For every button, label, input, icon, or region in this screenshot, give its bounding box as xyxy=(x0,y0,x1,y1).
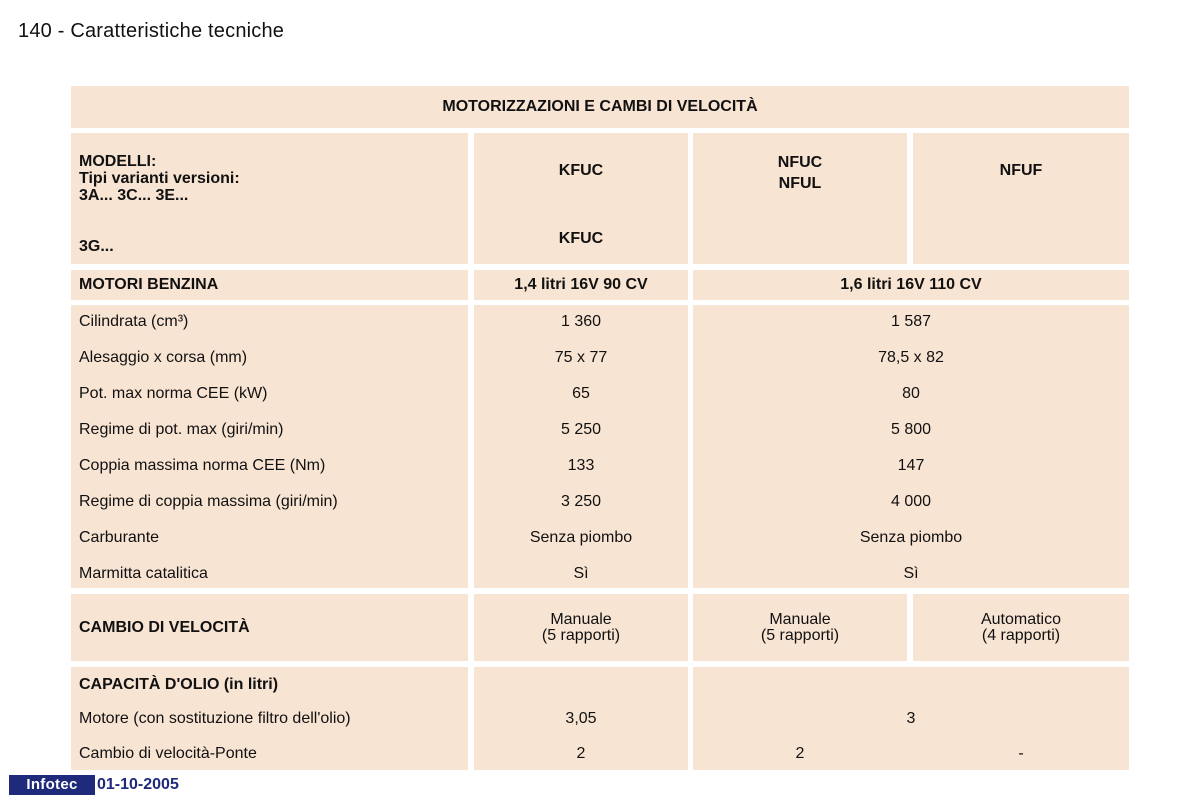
engine-col2: 1,6 litri 16V 110 CV xyxy=(840,276,982,293)
models-label-line3: 3A... 3C... 3E... xyxy=(79,187,189,204)
spec-value-1: 65 xyxy=(572,385,590,402)
engine-col2-cell xyxy=(693,270,1129,300)
spec-label: Coppia massima norma CEE (Nm) xyxy=(79,457,326,474)
spec-row xyxy=(0,565,1200,583)
oil-gearbox-value-3: - xyxy=(1018,745,1024,762)
gearbox-label: CAMBIO DI VELOCITÀ xyxy=(79,619,250,636)
gearbox-col2-ratios: (5 rapporti) xyxy=(760,627,840,644)
model-nfuc: NFUC xyxy=(777,154,823,171)
oil-col1-cell xyxy=(474,667,688,770)
spec-value-2: 80 xyxy=(902,385,920,402)
engines-label: MOTORI BENZINA xyxy=(79,276,219,293)
infotec-logo: Infotec xyxy=(9,775,95,795)
gearbox-label-cell xyxy=(71,594,468,661)
spec-row xyxy=(0,493,1200,511)
models-label-cell xyxy=(71,133,468,264)
models-3g-label: 3G... xyxy=(79,238,114,255)
engines-label-cell xyxy=(71,270,468,300)
spec-row xyxy=(0,313,1200,331)
oil-gearbox-value-2: 2 xyxy=(795,745,805,762)
table-title-text: MOTORIZZAZIONI E CAMBI DI VELOCITÀ xyxy=(442,98,758,115)
models-col3-cell xyxy=(913,133,1129,264)
spec-row xyxy=(0,349,1200,367)
table-title xyxy=(71,86,1129,128)
models-col2-cell xyxy=(693,133,907,264)
spec-row xyxy=(0,385,1200,403)
spec-value-2: Senza piombo xyxy=(859,529,963,546)
gearbox-col2-type: Manuale xyxy=(769,611,831,628)
gearbox-col2-cell xyxy=(693,594,907,661)
spec-label: Regime di pot. max (giri/min) xyxy=(79,421,284,438)
oil-engine-value-1: 3,05 xyxy=(565,710,597,727)
gearbox-col1-type: Manuale xyxy=(550,611,612,628)
gearbox-col3-ratios: (4 rapporti) xyxy=(981,627,1061,644)
spec-label: Marmitta catalitica xyxy=(79,565,208,582)
spec-value-2: 5 800 xyxy=(890,421,932,438)
spec-value-2: 1 587 xyxy=(890,313,932,330)
spec-value-1: 133 xyxy=(567,457,595,474)
models-col1-cell xyxy=(474,133,688,264)
spec-row xyxy=(0,457,1200,475)
spec-value-1: 1 360 xyxy=(560,313,602,330)
oil-label-cell xyxy=(71,667,468,770)
spec-value-2: 4 000 xyxy=(890,493,932,510)
spec-value-1: Senza piombo xyxy=(529,529,633,546)
engine-col1-cell xyxy=(474,270,688,300)
spec-label: Carburante xyxy=(79,529,160,546)
models-label-line2: Tipi varianti versioni: xyxy=(79,170,240,187)
gearbox-col3-cell xyxy=(913,594,1129,661)
oil-gearbox-value-1: 2 xyxy=(576,745,586,762)
spec-row xyxy=(0,421,1200,439)
spec-value-2: Sì xyxy=(903,565,919,582)
oil-col2-cell xyxy=(693,667,1129,770)
spec-label: Pot. max norma CEE (kW) xyxy=(79,385,268,402)
spec-value-1: 75 x 77 xyxy=(554,349,608,366)
spec-row xyxy=(0,529,1200,547)
oil-engine-label: Motore (con sostituzione filtro dell'olio) xyxy=(79,710,351,727)
spec-value-2: 147 xyxy=(897,457,925,474)
model-kfuc-3g: KFUC xyxy=(558,230,604,247)
oil-gearbox-label: Cambio di velocità-Ponte xyxy=(79,745,257,762)
spec-value-1: Sì xyxy=(573,565,589,582)
engine-col1: 1,4 litri 16V 90 CV xyxy=(514,276,648,293)
spec-label: Alesaggio x corsa (mm) xyxy=(79,349,248,366)
spec-label: Regime di coppia massima (giri/min) xyxy=(79,493,338,510)
models-label xyxy=(79,153,240,204)
oil-engine-value-2: 3 xyxy=(906,710,916,727)
gearbox-col1-cell xyxy=(474,594,688,661)
models-label-line1: MODELLI: xyxy=(79,153,157,170)
footer-date: 01-10-2005 xyxy=(97,776,179,793)
gearbox-col3-type: Automatico xyxy=(980,611,1062,628)
model-kfuc: KFUC xyxy=(558,162,604,179)
model-nful: NFUL xyxy=(778,175,822,192)
spec-value-2: 78,5 x 82 xyxy=(878,349,944,366)
page-title: 140 - Caratteristiche tecniche xyxy=(18,20,285,42)
spec-value-1: 3 250 xyxy=(560,493,602,510)
spec-label: Cilindrata (cm³) xyxy=(79,313,189,330)
model-nfuf: NFUF xyxy=(999,162,1043,179)
oil-heading: CAPACITÀ D'OLIO (in litri) xyxy=(79,676,279,693)
gearbox-col1-ratios: (5 rapporti) xyxy=(541,627,621,644)
spec-value-1: 5 250 xyxy=(560,421,602,438)
